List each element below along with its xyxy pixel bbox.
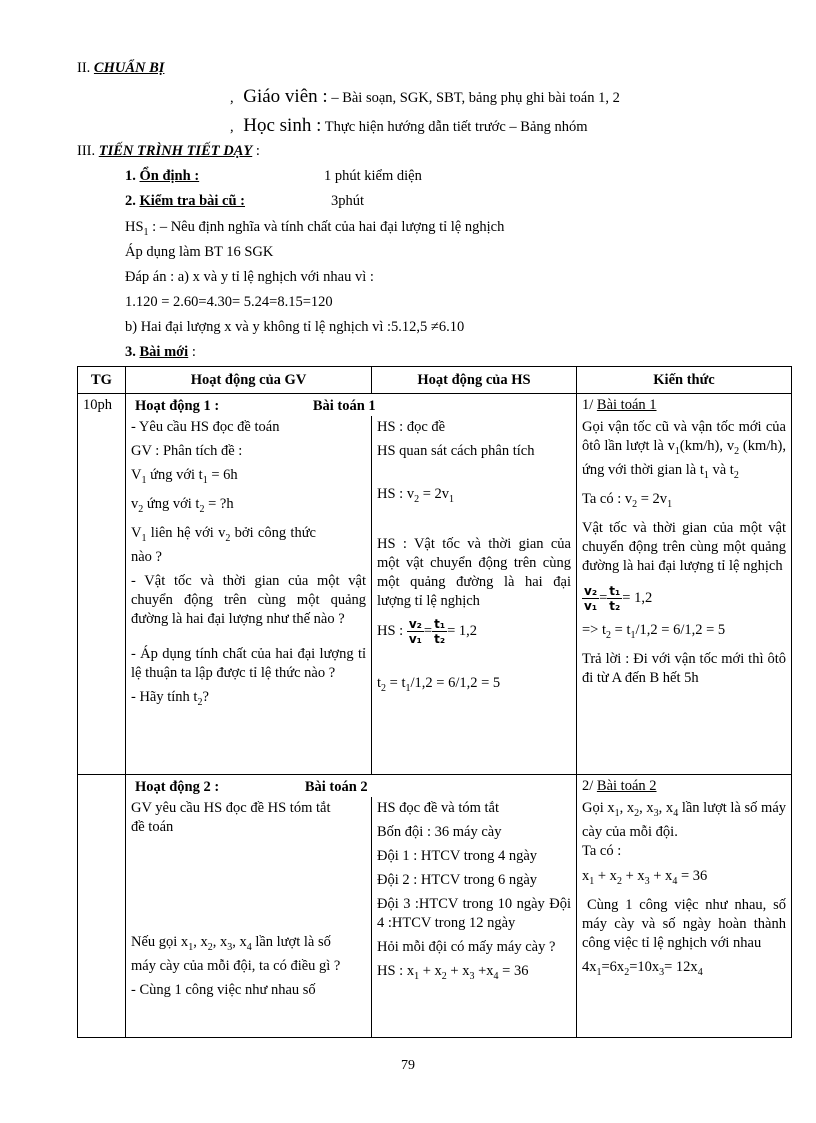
k6: Trả lời : Đi với vận tốc mới thì ôtô đi từ A đến B hết 5h bbox=[582, 650, 786, 686]
hs7a: HS : x bbox=[377, 963, 415, 979]
sub: 2 bbox=[225, 532, 231, 544]
process-heading bbox=[77, 143, 260, 160]
sub: 1 bbox=[589, 875, 595, 887]
hs6c: /1,2 = 6/1,2 = 5 bbox=[410, 674, 501, 691]
activity1-header bbox=[126, 394, 576, 416]
sub: 4 bbox=[672, 875, 678, 887]
k3b: + x bbox=[594, 867, 617, 884]
hs3a: HS : v bbox=[377, 486, 415, 502]
student-text: Thực hiện hướng dẫn tiết trước – Bảng nhóm bbox=[324, 119, 588, 135]
k5d: = 12x bbox=[664, 958, 698, 975]
step3-number: 3. bbox=[125, 344, 136, 360]
sub: 1 bbox=[188, 941, 194, 953]
teacher-line bbox=[230, 86, 620, 108]
sub: 1 bbox=[614, 807, 620, 819]
bullet: , bbox=[230, 119, 234, 135]
sub: 1 bbox=[202, 474, 208, 486]
prep-heading bbox=[77, 60, 164, 77]
fraction-t bbox=[607, 584, 622, 613]
activity1-row bbox=[78, 394, 792, 417]
fraction-v bbox=[582, 584, 599, 613]
gv4a: v bbox=[131, 495, 139, 512]
sub: 2 bbox=[207, 941, 213, 953]
header-hs: Hoạt động của HS bbox=[372, 367, 577, 394]
k3: Vật tốc và thời gian của một vật chuyển động trên cùng một quảng đường là hai đại lượng tỉ lệ nghịch bbox=[582, 519, 786, 574]
header-knowledge: Kiến thức bbox=[577, 367, 792, 394]
hs7b: + x bbox=[419, 963, 442, 979]
gv3b: ứng với t bbox=[146, 467, 203, 483]
step1-text: 1 phút kiểm diện bbox=[324, 168, 422, 184]
sub: 2 bbox=[441, 970, 447, 982]
hs1: HS đọc đề và tóm tắt bbox=[377, 800, 500, 816]
equation-line: 1.120 = 2.60=4.30= 5.24=8.15=120 bbox=[125, 294, 333, 310]
activity1-time: 10ph bbox=[83, 397, 112, 413]
activity1-title: Hoạt động 1 : bbox=[135, 398, 220, 414]
student-line bbox=[230, 115, 588, 137]
frac-num: t₁ bbox=[609, 583, 621, 598]
frac-den: v₁ bbox=[408, 631, 422, 646]
k5a: => t bbox=[582, 621, 607, 638]
k1d: , x bbox=[658, 800, 674, 816]
step3 bbox=[125, 344, 196, 361]
hs1-sub: 1 bbox=[143, 226, 149, 238]
gv2b: , x bbox=[193, 934, 208, 950]
frac-num: v₂ bbox=[408, 616, 422, 631]
gv2d: , x bbox=[232, 934, 247, 950]
sub: 2 bbox=[606, 629, 612, 641]
hs5-value: = 1,2 bbox=[447, 622, 478, 639]
sub: 3 bbox=[227, 941, 233, 953]
k1: Gọi vận tốc cũ và vận tốc mới của ôtô lần lượt là v bbox=[582, 419, 786, 454]
activity1-gv bbox=[126, 416, 371, 719]
fraction-t bbox=[432, 617, 447, 646]
activity2-row bbox=[78, 775, 792, 798]
activity2-hs bbox=[372, 797, 576, 988]
sub: 1 bbox=[596, 966, 602, 978]
gv8a: - Hãy tính t bbox=[131, 688, 198, 705]
sub: 1 bbox=[449, 493, 455, 505]
step2-number: 2. bbox=[125, 193, 136, 209]
hs3: Đội 1 : HTCV trong 4 ngày bbox=[377, 848, 538, 864]
hs2: Bốn đội : 36 máy cày bbox=[377, 824, 502, 840]
k1c: (km/h), ứng với thời gian là t bbox=[582, 438, 787, 478]
k1d: và t bbox=[708, 461, 734, 478]
k-title: Bài toán 1 bbox=[596, 397, 657, 413]
process-heading-number: III. bbox=[77, 143, 96, 159]
k2a: Ta có : v bbox=[582, 490, 633, 507]
step1-number: 1. bbox=[125, 168, 136, 184]
gv1: - Yêu cầu HS đọc đề toán bbox=[131, 419, 280, 435]
hs7d: +x bbox=[474, 963, 494, 979]
gv1: GV yêu cầu HS đọc đề HS tóm tắt đề toán bbox=[131, 800, 331, 835]
sub: 2 bbox=[616, 875, 622, 887]
k-title-num: 1/ bbox=[582, 397, 594, 413]
step1-label: Ổn định : bbox=[139, 168, 200, 184]
k4-value: = 1,2 bbox=[622, 589, 653, 606]
teacher-text: – Bài soạn, SGK, SBT, bảng phụ ghi bài toán 1, 2 bbox=[331, 90, 620, 106]
frac-den: v₁ bbox=[584, 598, 598, 613]
gv3a: V bbox=[131, 467, 142, 483]
prep-heading-text: CHUẨN BỊ bbox=[93, 60, 165, 76]
activity1-knowledge: 1/ Bài toán 1 Gọi vận tốc cũ và vận tốc mới của ôtô lần lượt là $v_1(km/h)$, $v_2$ (km/h), ứng với thời gian là $t_1$ và $t_2$ Ta có : $v_2 = 2v_1$ Vật tốc và thời gian của một vật chuyển động trên cùng một quảng đường là hai đại lượng tỉ lệ nghịch $\frac{\text{v₂}}{\text{v₁}}$ = $\frac{\text{t₁}}{\text{t₂}}$ = 1,2 => $t_2 = t_1/1,2 = 6/1,2 = 5$ Trả lời : Đi với vận tốc mới thì ôtô đi từ A đến B hết 5h bbox=[582, 397, 787, 686]
activity1-name: Bài toán 1 bbox=[312, 398, 376, 414]
k1b: (km/h), v bbox=[679, 438, 735, 454]
sub: 1 bbox=[141, 474, 147, 486]
gv5a: V bbox=[131, 524, 142, 541]
activity2-title: Hoạt động 2 : bbox=[135, 779, 220, 795]
k2: Ta có : bbox=[582, 842, 622, 859]
sub: 3 bbox=[644, 875, 650, 887]
header-gv: Hoạt động của GV bbox=[126, 367, 372, 394]
gv3: - Cùng 1 công việc như nhau số bbox=[131, 981, 316, 998]
k1b: , x bbox=[619, 800, 635, 816]
lesson-table bbox=[77, 366, 792, 1038]
student-label: Học sinh : bbox=[243, 115, 322, 136]
gv2c: , x bbox=[212, 934, 228, 950]
sub: 2 bbox=[199, 503, 205, 515]
table-header-row bbox=[78, 367, 792, 394]
apply-line: Áp dụng làm BT 16 SGK bbox=[125, 244, 274, 260]
frac-num: t₁ bbox=[434, 616, 446, 631]
process-heading-text: TIẾN TRÌNH TIẾT DẠY bbox=[98, 143, 253, 159]
sub: 4 bbox=[493, 970, 499, 982]
hs4: HS : Vật tốc và thời gian của một vật chuyển động trên cùng một quảng đường là hai đại lượng tỉ lệ nghịch bbox=[377, 535, 571, 609]
sub: 1 bbox=[703, 469, 709, 481]
header-tg: TG bbox=[78, 367, 126, 394]
hs6a: t bbox=[377, 674, 382, 691]
fraction-v bbox=[407, 617, 424, 646]
step2 bbox=[125, 193, 245, 210]
sub: 3 bbox=[659, 966, 665, 978]
hs3b: = 2v bbox=[419, 486, 450, 502]
gv8b: ? bbox=[202, 688, 209, 705]
sub: 2 bbox=[414, 493, 420, 505]
gv2e: lần lượt là số máy cày của mỗi đội, ta có điều gì ? bbox=[131, 934, 341, 974]
k3d: + x bbox=[649, 867, 673, 884]
k5c: =10x bbox=[629, 958, 660, 975]
hs1-question bbox=[125, 219, 504, 238]
sub: 4 bbox=[673, 807, 679, 819]
bullet: , bbox=[230, 90, 234, 106]
step2-text: 3phút bbox=[331, 193, 365, 209]
hs4: Đội 2 : HTCV trong 6 ngày bbox=[377, 872, 538, 888]
answer-line: Đáp án : a) x và y tỉ lệ nghịch với nhau vì : bbox=[125, 269, 374, 285]
sub: 4 bbox=[246, 941, 252, 953]
sub: 2 bbox=[632, 498, 638, 510]
gv4c: = ?h bbox=[204, 495, 234, 512]
sub: 2 bbox=[197, 696, 203, 708]
k1a: Gọi x bbox=[582, 800, 615, 816]
sub: 1 bbox=[141, 532, 147, 544]
sub: 2 bbox=[624, 966, 630, 978]
hs6: Hỏi mỗi đội có mấy máy cày ? bbox=[377, 939, 556, 955]
frac-den: t₂ bbox=[434, 631, 446, 646]
gv7: - Áp dụng tính chất của hai đại lượng tỉ lệ thuận ta lập được tỉ lệ thức nào ? bbox=[131, 645, 366, 681]
gv5c: bởi công thức nào ? bbox=[131, 524, 316, 565]
step2-label: Kiểm tra bài cũ : bbox=[139, 193, 246, 209]
hs1: HS : đọc đề bbox=[377, 419, 446, 435]
gv2a: Nếu gọi x bbox=[131, 934, 189, 950]
step1 bbox=[125, 168, 199, 185]
hs5-label: HS : bbox=[377, 622, 404, 639]
gv6: - Vật tốc và thời gian của một vật chuyển động trên cùng một quảng đường là hai đại lượng như thế nào ? bbox=[131, 572, 366, 627]
sub: 1 bbox=[630, 629, 636, 641]
sub: 2 bbox=[733, 469, 739, 481]
sub: 2 bbox=[734, 445, 740, 457]
hs7e: = 36 bbox=[498, 963, 529, 979]
sub: 2 bbox=[634, 807, 640, 819]
activity1-hs: HS : đọc đề HS quan sát cách phân tích HS : $v_2 = 2v_1$ HS : Vật tốc và thời gian của một vật chuyển động trên cùng một quảng đường là hai đại lượng tỉ lệ nghịch HS : $\frac{\text{v₂}}{\text{v₁}}$ = $\frac{\text{t₁}}{\text{t₂}}$ = 1,2 $t_2 = t_1/1,2 = 6/1,2 = 5$ bbox=[377, 419, 571, 694]
sub: 3 bbox=[653, 807, 659, 819]
sub: 4 bbox=[697, 966, 703, 978]
k3a: x bbox=[582, 867, 590, 884]
hs1-label: HS bbox=[125, 219, 144, 235]
hs1-text: : – Nêu định nghĩa và tính chất của hai đại lượng tỉ lệ nghịch bbox=[152, 219, 505, 235]
teacher-label: Giáo viên : bbox=[243, 86, 328, 107]
k1e: lần lượt là số máy cày của mỗi đội. bbox=[582, 800, 787, 840]
gv5b: liên hệ với v bbox=[146, 524, 226, 541]
k5b: = t bbox=[611, 621, 631, 638]
colon: : bbox=[255, 143, 260, 159]
sub: 1 bbox=[414, 970, 420, 982]
sub: 1 bbox=[674, 445, 680, 457]
k5a: 4x bbox=[582, 958, 597, 975]
hs5: Đội 3 :HTCV trong 10 ngày Đội 4 :HTCV trong 12 ngày bbox=[377, 896, 571, 931]
k1c: , x bbox=[639, 800, 654, 816]
sub: 2 bbox=[138, 503, 144, 515]
gv2: GV : Phân tích đề : bbox=[131, 443, 243, 459]
sub: 1 bbox=[405, 682, 411, 694]
k-title: Bài toán 2 bbox=[596, 778, 657, 794]
k5c: /1,2 = 6/1,2 = 5 bbox=[635, 621, 726, 638]
k2b: = 2v bbox=[637, 490, 668, 507]
hs6b: = t bbox=[386, 674, 406, 691]
activity2-gv bbox=[126, 797, 371, 1007]
sub: 1 bbox=[667, 498, 673, 510]
b-line: b) Hai đại lượng x và y không tỉ lệ nghịch vì :5.12,5 ≠6.10 bbox=[125, 319, 465, 335]
k-title-num: 2/ bbox=[582, 778, 594, 794]
k3e: = 36 bbox=[677, 867, 708, 884]
activity2-name: Bài toán 2 bbox=[304, 779, 368, 795]
hs7c: + x bbox=[446, 963, 470, 979]
k5b: =6x bbox=[601, 958, 625, 975]
sub: 2 bbox=[381, 682, 387, 694]
gv4b: ứng với t bbox=[143, 495, 200, 512]
activity2-header bbox=[126, 775, 576, 797]
frac-num: v₂ bbox=[584, 583, 598, 598]
hs2: HS quan sát cách phân tích bbox=[377, 443, 535, 459]
colon: : bbox=[191, 344, 196, 360]
prep-heading-number: II. bbox=[77, 60, 91, 76]
sub: 3 bbox=[469, 970, 475, 982]
page-number: 79 bbox=[401, 1058, 415, 1073]
gv3c: = 6h bbox=[207, 467, 238, 483]
step3-label: Bài mới bbox=[139, 344, 189, 360]
k3c: + x bbox=[621, 867, 645, 884]
frac-den: t₂ bbox=[609, 598, 621, 613]
activity2-knowledge bbox=[577, 775, 791, 989]
k4: Cùng 1 công việc như nhau, số máy cày và số ngày hoàn thành công việc tỉ lệ nghịch với nhau bbox=[582, 896, 786, 951]
